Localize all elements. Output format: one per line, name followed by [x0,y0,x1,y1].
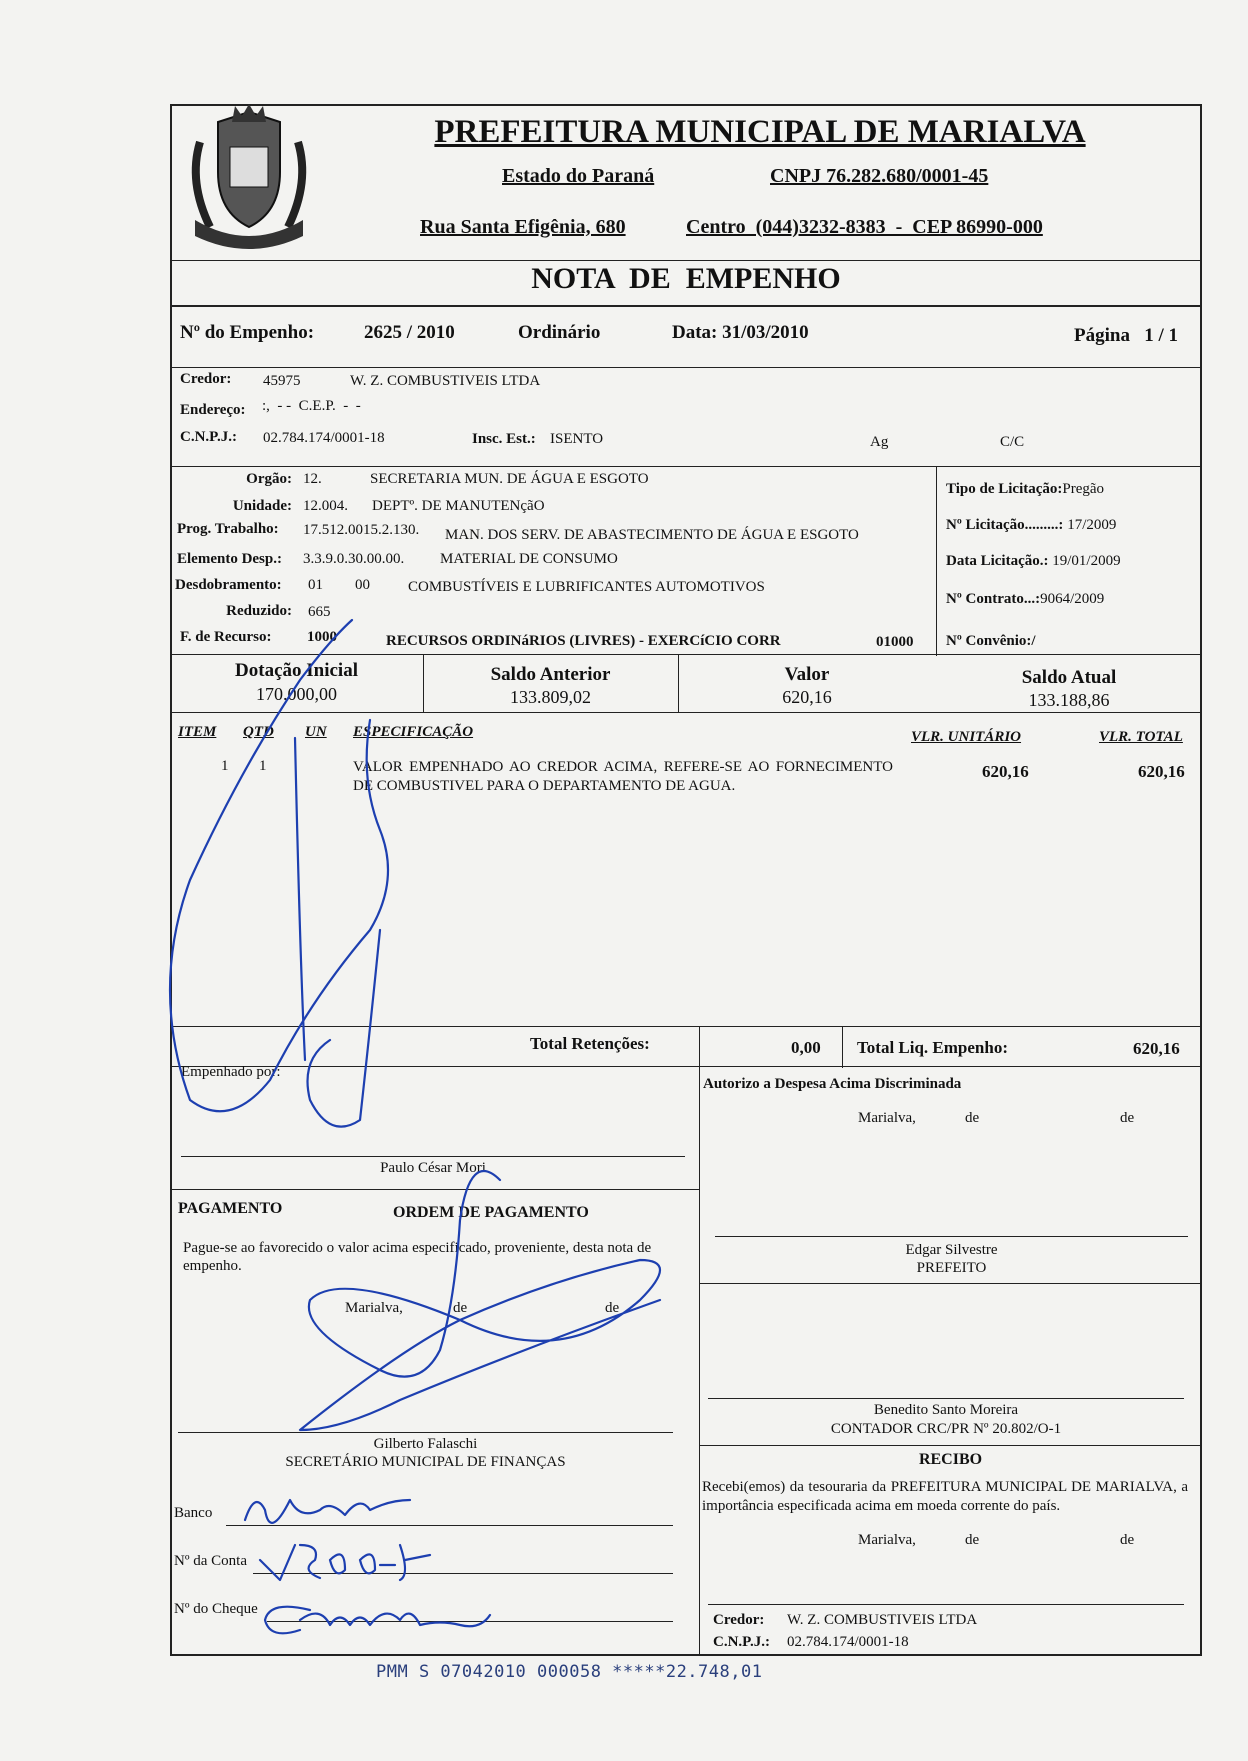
total-retencoes-value: 0,00 [791,1038,821,1057]
row-especificacao: VALOR EMPENHADO AO CREDOR ACIMA, REFERE-SE AO FORNECIMENTO DE COMBUSTIVEL PARA O DEPARTAMENTO DE AGUA. [353,759,893,794]
header-title: PREFEITURA MUNICIPAL DE MARIALVA [434,114,1086,150]
contador-role: CONTADOR CRC/PR Nº 20.802/O-1 [830,1421,1062,1437]
elemento-code: 3.3.9.0.30.00.00. [303,551,405,567]
recibo-cnpj-value: 02.784.174/0001-18 [787,1634,909,1650]
desdobramento-b: 00 [355,577,370,593]
payment-stamp: PMM S 07042010 000058 *****22.748,01 [376,1662,763,1682]
orgao-name: SECRETARIA MUN. DE ÁGUA E ESGOTO [370,471,649,487]
recurso-code: 1000 [307,629,337,645]
autorizo-de1: de [965,1110,980,1126]
insc-label: Insc. Est.: [472,431,536,447]
header-cnpj: CNPJ 76.282.680/0001-45 [770,165,989,187]
credor-name: W. Z. COMBUSTIVEIS LTDA [350,373,541,389]
secretario-name: Gilberto Falaschi [373,1436,478,1452]
empenho-date: Data: 31/03/2010 [672,322,809,343]
saldo-atual-label: Saldo Atual [1021,667,1117,688]
empenho-number: 2625 / 2010 [364,322,455,343]
autorizo-place: Marialva, [858,1110,916,1126]
recurso-num: 01000 [876,634,914,650]
pagamento-text: Pague-se ao favorecido o valor acima especificado, proveniente, desta nota de empenho. [183,1240,652,1274]
prog-name: MAN. DOS SERV. DE ABASTECIMENTO DE ÁGUA E ESGOTO [445,527,859,543]
recibo-credor-label: Credor: [713,1612,765,1628]
insc-value: ISENTO [550,431,604,447]
col-qtd: QTD [243,724,274,740]
licitacao-numero: Nº Licitação.........: 17/2009 [946,517,1117,533]
elemento-name: MATERIAL DE CONSUMO [440,551,618,567]
pagamento-de2: de [605,1300,620,1316]
ordem-pagamento-label: ORDEM DE PAGAMENTO [393,1204,589,1221]
col-especificacao: ESPECIFICAÇÃO [353,724,474,740]
reduzido-value: 665 [308,604,331,620]
saldo-anterior-label: Saldo Anterior [490,664,611,685]
page-number: Página 1 / 1 [1074,325,1178,346]
prog-code: 17.512.0015.2.130. [303,522,420,538]
prog-label: Prog. Trabalho: [177,521,279,537]
recibo-credor-name: W. Z. COMBUSTIVEIS LTDA [787,1612,978,1628]
endereco-label: Endereço: [180,402,246,418]
unidade-code: 12.004. [303,498,348,514]
recibo-place: Marialva, [858,1532,916,1548]
row-vlr-unitario: 620,16 [982,762,1029,781]
unidade-label: Unidade: [232,498,292,514]
pagamento-de1: de [453,1300,468,1316]
valor-value: 620,16 [782,687,832,707]
cc-label: C/C [1000,434,1025,450]
orgao-code: 12. [303,471,322,487]
row-vlr-total: 620,16 [1138,762,1185,781]
desdobramento-name: COMBUSTÍVEIS E LUBRIFICANTES AUTOMOTIVOS [408,579,765,595]
empenho-type: Ordinário [518,322,601,343]
col-item: ITEM [178,724,217,740]
total-liq-value: 620,16 [1133,1039,1180,1058]
recibo-de1: de [965,1532,980,1548]
convenio-numero: Nº Convênio:/ [946,633,1036,649]
desdobramento-a: 01 [308,577,323,593]
recurso-label: F. de Recurso: [180,629,272,645]
row-qtd: 1 [259,758,267,774]
header-state: Estado do Paraná [502,165,655,187]
elemento-label: Elemento Desp.: [177,551,282,567]
header-street: Rua Santa Efigênia, 680 [420,216,626,238]
recibo-text: Recebi(emos) da tesouraria da PREFEITURA MUNICIPAL DE MARIALVA, a importância especificada acima em moeda corrente do país. [702,1479,1188,1514]
cnpj-label: C.N.P.J.: [180,429,237,445]
total-liq-label: Total Liq. Empenho: [857,1038,1008,1057]
empenho-number-label: Nº do Empenho: [180,322,315,343]
dotacao-value: 170.000,00 [256,684,337,704]
ag-label: Ag [870,434,889,450]
saldo-anterior-value: 133.809,02 [510,687,591,707]
col-vlr-total: VLR. TOTAL [1099,729,1183,745]
recibo-de2: de [1120,1532,1135,1548]
prefeito-role: PREFEITO [916,1260,987,1276]
document-title: NOTA DE EMPENHO [531,262,841,295]
row-item: 1 [221,758,229,774]
autorizo-label: Autorizo a Despesa Acima Discriminada [703,1076,962,1092]
cnpj-value: 02.784.174/0001-18 [263,430,385,446]
credor-code: 45975 [263,373,301,389]
pagamento-place: Marialva, [345,1300,403,1316]
reduzido-label: Reduzido: [226,603,292,619]
col-vlr-unitario: VLR. UNITÁRIO [911,729,1022,745]
recibo-label: RECIBO [918,1451,983,1468]
unidade-name: DEPTº. DE MANUTENçãO [372,498,545,514]
conta-label: Nº da Conta [174,1553,247,1569]
licitacao-data: Data Licitação.: 19/01/2009 [946,553,1121,569]
dotacao-label: Dotação Inicial [235,660,358,681]
credor-label: Credor: [180,371,232,387]
empenhado-label: Empenhado por: [181,1064,281,1080]
contador-name: Benedito Santo Moreira [873,1402,1019,1418]
contrato-numero: Nº Contrato...:9064/2009 [946,591,1105,607]
prefeito-name: Edgar Silvestre [905,1242,998,1258]
coat-of-arms [180,102,318,252]
desdobramento-label: Desdobramento: [175,577,282,593]
banco-label: Banco [174,1505,213,1521]
header-address: Centro (044)3232-8383 - CEP 86990-000 [686,216,1043,238]
recurso-name: RECURSOS ORDINáRIOS (LIVRES) - EXERCíCIO CORR [386,633,781,649]
pagamento-label: PAGAMENTO [178,1200,283,1217]
endereco-value: :, - - C.E.P. - - [262,398,361,414]
licitacao-tipo: Tipo de Licitação:Pregão [946,481,1105,497]
orgao-label: Orgão: [246,471,292,487]
valor-label: Valor [784,664,830,685]
saldo-atual-value: 133.188,86 [1028,690,1110,710]
total-retencoes-label: Total Retenções: [530,1034,650,1053]
secretario-role: SECRETÁRIO MUNICIPAL DE FINANÇAS [285,1454,566,1470]
col-un: UN [305,724,327,740]
recibo-cnpj-label: C.N.P.J.: [713,1634,770,1650]
cheque-label: Nº do Cheque [174,1601,258,1617]
autorizo-de2: de [1120,1110,1135,1126]
empenhado-name: Paulo César Mori [380,1160,486,1176]
